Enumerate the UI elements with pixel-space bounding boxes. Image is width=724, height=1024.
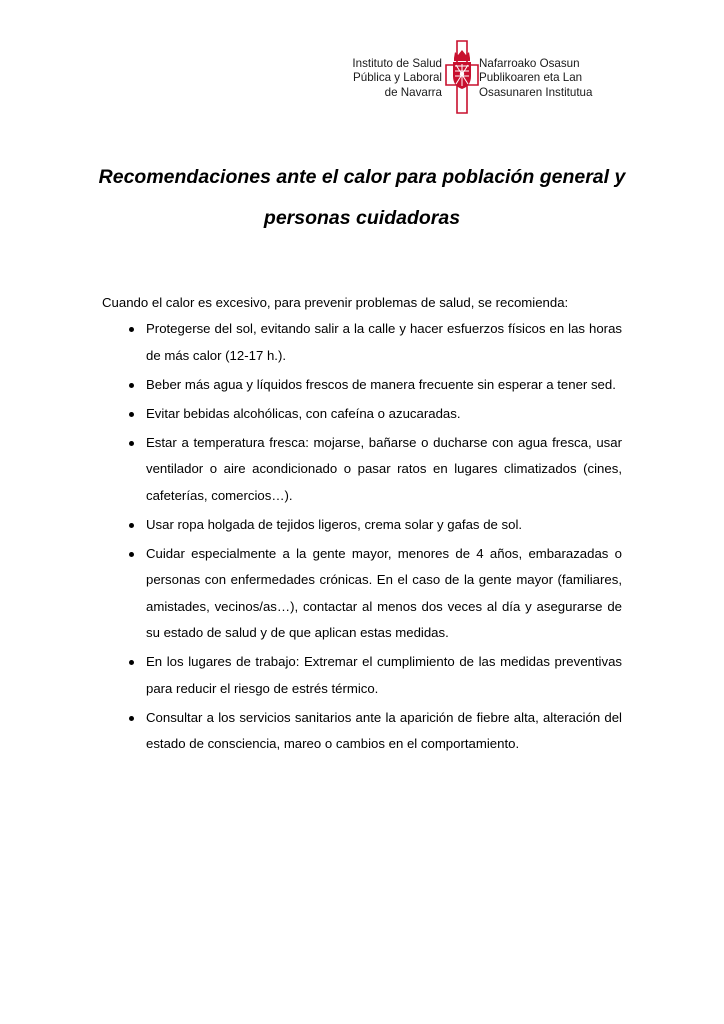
institution-name-es-line: Pública y Laboral [353, 71, 442, 85]
intro-paragraph: Cuando el calor es excesivo, para prevenir problemas de salud, se recomienda: [102, 295, 569, 310]
list-item-text: Cuidar especialmente a la gente mayor, menores de 4 años, embarazadas o personas con enfermedades crónicas. En el caso de la gente mayor (familiares, amistades, vecinos/as…), contactar al menos dos veces al día y asegurarse de su estado de salud y de que aplican estas medidas. [146, 545, 622, 640]
list-item [102, 372, 622, 399]
list-item-text: En los lugares de trabajo: Extremar el cumplimiento de las medidas preventivas para reducir el riesgo de estrés térmico. [146, 654, 622, 696]
crown-band [454, 58, 470, 61]
institution-name-eu-line: Nafarroako Osasun [479, 57, 580, 70]
recommendations-list [102, 316, 622, 760]
list-item-text: Protegerse del sol, evitando salir a la calle y hacer esfuerzos físicos en las horas de más calor (12-17 h.). [146, 321, 622, 363]
list-item [102, 541, 622, 647]
document-title-line: Recomendaciones ante el calor para población general y [98, 166, 626, 188]
list-item [102, 705, 622, 758]
bullet-icon [129, 716, 134, 721]
list-item [102, 512, 622, 539]
list-item-text: Beber más agua y líquidos frescos de manera frecuente sin esperar a tener sed. [146, 376, 616, 392]
bullet-icon [129, 523, 134, 528]
institution-name-spanish [334, 57, 442, 100]
bullet-icon [129, 552, 134, 557]
list-item-text: Evitar bebidas alcohólicas, con cafeína o azucaradas. [146, 405, 461, 421]
institution-name-es-line: Instituto de Salud [352, 57, 442, 70]
bullet-icon [129, 383, 134, 388]
list-item-text: Estar a temperatura fresca: mojarse, bañarse o ducharse con agua fresca, usar ventilador o aire acondicionado o pasar ratos en lugares climatizados (cines, cafeterías, comercios…). [146, 434, 622, 503]
institution-name-es-line: de Navarra [384, 85, 442, 99]
list-item [102, 430, 622, 510]
institution-name-eu-line: Osasunaren Institutua [479, 85, 593, 99]
emerald-center [460, 72, 464, 76]
list-item [102, 316, 622, 369]
bullet-icon [129, 660, 134, 665]
navarra-coat-of-arms-icon [445, 40, 479, 114]
institution-name-eu-line: Publikoaren eta Lan [479, 71, 583, 85]
institution-name-basque [479, 57, 639, 100]
bullet-icon [129, 441, 134, 446]
document-title-line: personas cuidadoras [263, 207, 461, 229]
document-title [60, 157, 664, 239]
list-item-text: Usar ropa holgada de tejidos ligeros, crema solar y gafas de sol. [146, 516, 523, 532]
list-item [102, 649, 622, 702]
bullet-icon [129, 327, 134, 332]
institution-header [334, 40, 634, 114]
list-item-text: Consultar a los servicios sanitarios ante la aparición de fiebre alta, alteración del estado de consciencia, mareo o cambios en el comportamiento. [146, 709, 622, 751]
list-item [102, 401, 622, 428]
bullet-icon [129, 412, 134, 417]
